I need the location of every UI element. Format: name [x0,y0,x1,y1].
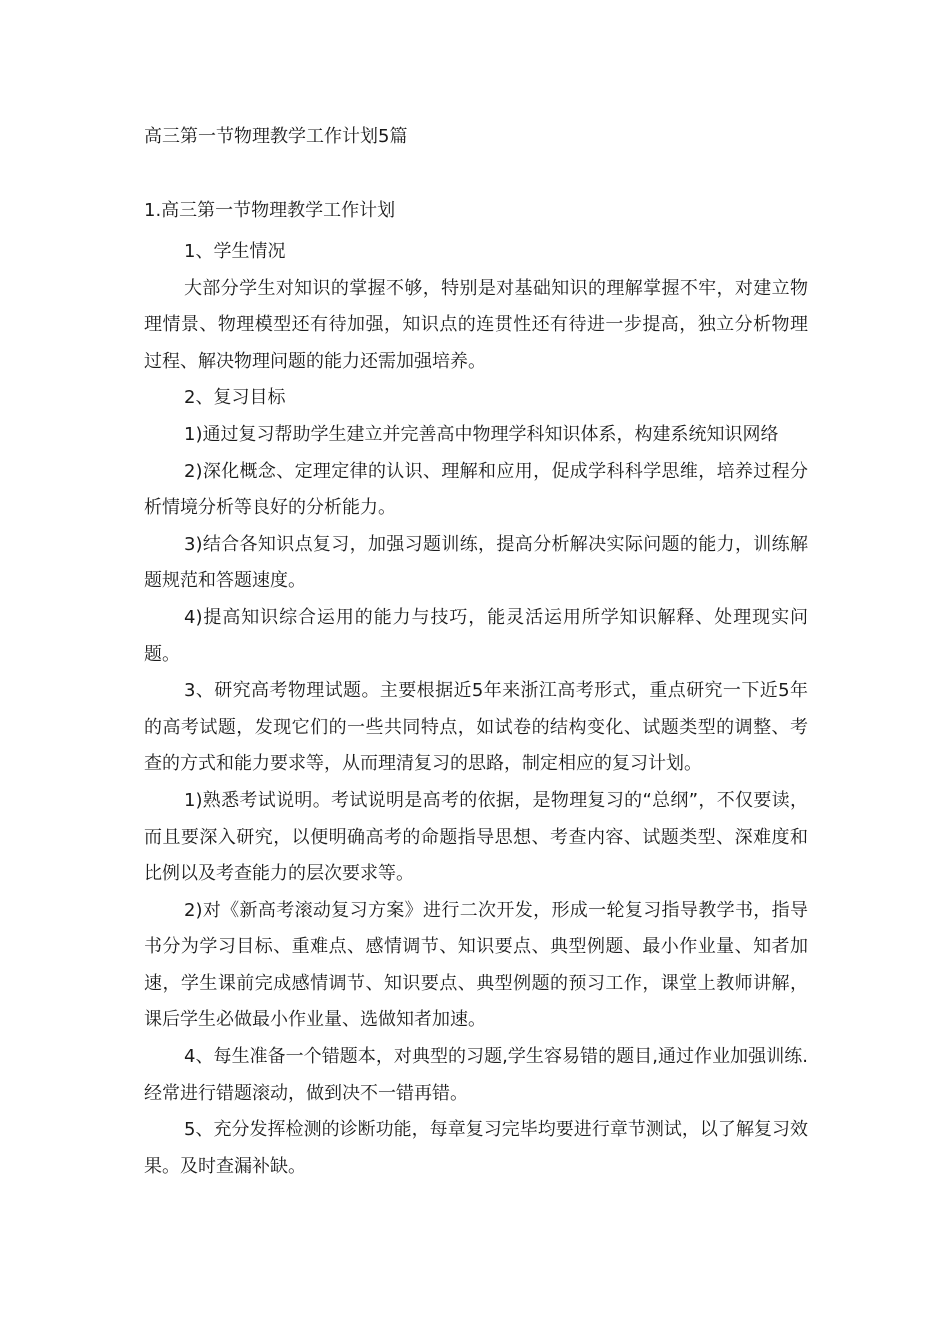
paragraph: 2、复习目标 [184,387,286,409]
paragraph: 3、研究高考物理试题。主要根据近5年来浙江高考形式，重点研究一下近5年的高考试题，发现它们的一些共同特点，如试卷的结构变化、试题类型的调整、考查的方式和能力要求等，从而理清复习的思路，制定相应的复习计划。 [144,680,808,775]
paragraph: 4、每生准备一个错题本，对典型的习题,学生容易错的题目,通过作业加强训练.经常进行错题滚动，做到决不一错再错。 [144,1046,808,1104]
paragraph: 4)提高知识综合运用的能力与技巧，能灵活运用所学知识解释、处理现实问题。 [144,606,808,665]
paragraph: 1、学生情况 [184,241,286,262]
document-title: 高三第一节物理教学工作计划5篇 [144,126,408,147]
paragraph: 2)深化概念、定理定律的认识、理解和应用，促成学科科学思维，培养过程分析情境分析等良好的分析能力。 [144,460,808,519]
paragraph: 大部分学生对知识的掌握不够，特别是对基础知识的理解掌握不牢，对建立物理情景、物理模型还有待加强，知识点的连贯性还有待进一步提高，独立分析物理过程、解决物理问题的能力还需加强培养。 [144,277,808,372]
paragraph: 1)通过复习帮助学生建立并完善高中物理学科知识体系，构建系统知识网络 [184,423,779,445]
paragraph: 1)熟悉考试说明。考试说明是高考的依据，是物理复习的“总纲”，不仅要读，而且要深入研究，以便明确高考的命题指导思想、考查内容、试题类型、深难度和比例以及考查能力的层次要求等。 [144,789,808,885]
paragraph: 5、充分发挥检测的诊断功能，每章复习完毕均要进行章节测试，以了解复习效果。及时查漏补缺。 [144,1119,808,1177]
section-title: 1.高三第一节物理教学工作计划 [144,200,396,221]
paragraph: 2)对《新高考滚动复习方案》进行二次开发，形成一轮复习指导教学书，指导书分为学习目标、重难点、感情调节、知识要点、典型例题、最小作业量、知者加速，学生课前完成感情调节、知识要点、典型例题的预习工作，课堂上教师讲解，课后学生必做最小作业量、选做知者加速。 [144,899,808,1031]
document-body [144,234,808,1185]
paragraph: 3)结合各知识点复习，加强习题训练，提高分析解决实际问题的能力，训练解题规范和答题速度。 [144,533,808,592]
